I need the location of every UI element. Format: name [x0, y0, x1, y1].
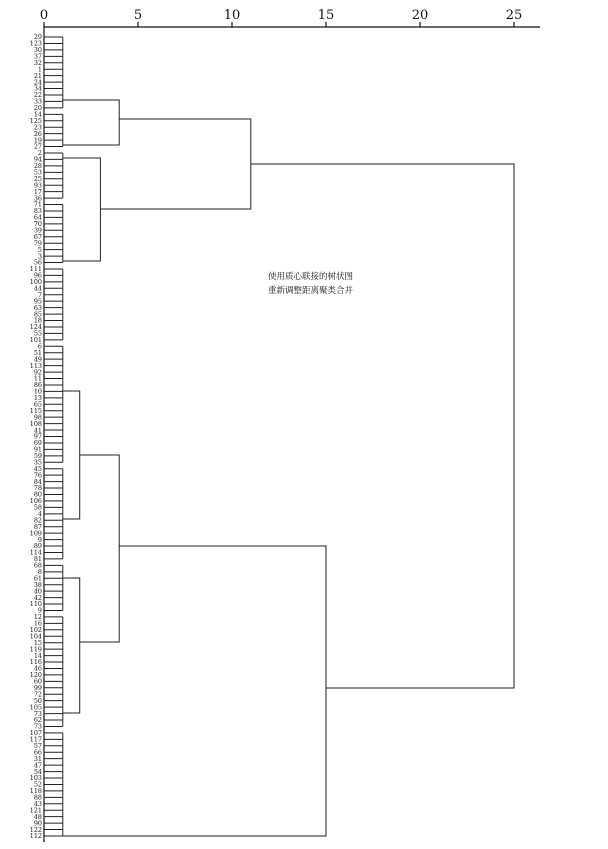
leaf-label-121: 48	[33, 812, 42, 821]
leaf-label-104: 105	[29, 703, 42, 712]
leaf-label-53: 11	[33, 374, 42, 383]
leaf-label-6: 21	[33, 71, 42, 80]
leaf-label-86: 40	[33, 587, 42, 596]
leaf-label-54: 86	[33, 381, 42, 390]
leaf-label-55: 10	[33, 387, 42, 396]
leaf-label-105: 73	[33, 709, 42, 718]
x-tick-label-5: 5	[133, 8, 143, 23]
leaf-label-83: 8	[37, 568, 42, 577]
leaf-label-98: 46	[33, 664, 42, 673]
leaf-label-40: 7	[37, 290, 42, 299]
leaf-label-13: 125	[29, 116, 42, 125]
leaf-label-63: 69	[33, 439, 42, 448]
leaf-label-17: 27	[33, 142, 42, 151]
leaf-label-71: 80	[33, 490, 42, 499]
leaf-label-25: 36	[33, 194, 42, 203]
leaf-label-39: 44	[33, 284, 42, 293]
leaf-label-5: 1	[37, 65, 42, 74]
leaf-label-97: 116	[29, 658, 42, 667]
merge-E	[63, 158, 101, 261]
leaf-label-65: 59	[33, 452, 42, 461]
leaf-label-116: 52	[33, 780, 42, 789]
leaf-label-95: 119	[29, 645, 42, 654]
leaf-label-124: 112	[29, 832, 42, 841]
leaf-label-41: 95	[33, 297, 42, 306]
leaf-label-114: 54	[33, 767, 42, 776]
leaf-label-123: 122	[29, 825, 42, 834]
leaf-label-22: 25	[33, 174, 42, 183]
leaf-label-33: 5	[37, 245, 42, 254]
leaf-label-28: 64	[33, 213, 42, 222]
leaf-label-108: 107	[29, 729, 42, 738]
leaf-label-80: 114	[29, 548, 42, 557]
leaf-label-11: 20	[33, 104, 42, 113]
leaf-label-51: 113	[29, 361, 42, 370]
x-tick-label-15: 15	[317, 8, 335, 23]
leaf-label-77: 109	[29, 529, 42, 538]
dendrogram-links	[44, 37, 514, 836]
leaf-label-110: 57	[33, 741, 42, 750]
leaf-label-102: 72	[33, 690, 42, 699]
annotation-line-1: 使用质心联接的树状图	[268, 272, 354, 282]
leaf-label-69: 84	[33, 477, 42, 486]
x-tick-label-10: 10	[223, 8, 241, 23]
leaf-label-113: 47	[33, 761, 42, 770]
leaf-label-99: 120	[29, 671, 42, 680]
leaf-label-91: 16	[33, 619, 42, 628]
leaf-label-73: 58	[33, 503, 42, 512]
leaf-label-38: 100	[29, 278, 42, 287]
leaf-label-107: 73	[33, 722, 42, 731]
x-tick-label-25: 25	[505, 8, 523, 23]
annotation-line-2: 重新调整距离聚类合并	[268, 286, 354, 296]
leaf-label-122: 90	[33, 819, 42, 828]
leaf-label-42: 63	[33, 303, 42, 312]
merge-H	[63, 391, 80, 519]
leaf-label-47: 101	[29, 336, 42, 345]
leaf-label-50: 49	[33, 355, 42, 364]
leaf-label-79: 89	[33, 542, 42, 551]
leaf-label-90: 12	[33, 613, 42, 622]
leaf-label-89: 9	[37, 606, 42, 615]
leaf-label-93: 104	[29, 632, 42, 641]
leaf-label-60: 108	[29, 419, 42, 428]
leaf-labels	[30, 33, 42, 840]
leaf-label-87: 42	[33, 593, 42, 602]
leaf-label-120: 121	[29, 806, 42, 815]
leaf-label-18: 2	[37, 149, 42, 158]
leaf-label-20: 28	[33, 162, 42, 171]
merge-K	[63, 546, 326, 836]
leaf-label-36: 111	[29, 265, 42, 274]
leaf-label-21: 53	[33, 168, 42, 177]
leaf-label-62: 97	[33, 432, 42, 441]
leaf-label-48: 6	[37, 342, 42, 351]
leaf-label-67: 45	[33, 464, 42, 473]
leaf-label-96: 14	[33, 651, 42, 660]
leaf-label-27: 83	[33, 207, 42, 216]
leaf-label-117: 118	[29, 787, 42, 796]
leaf-label-59: 98	[33, 413, 42, 422]
leaf-label-1: 123	[29, 39, 42, 48]
leaf-label-3: 37	[33, 52, 42, 61]
leaf-label-119: 43	[33, 799, 42, 808]
leaf-label-101: 99	[33, 683, 42, 692]
leaf-label-74: 4	[37, 510, 42, 519]
leaf-label-37: 96	[33, 271, 42, 280]
leaf-label-9: 22	[33, 91, 42, 100]
leaf-label-44: 18	[33, 316, 42, 325]
leaf-label-0: 29	[33, 33, 42, 42]
leaf-label-19: 94	[33, 155, 42, 164]
leaf-label-100: 60	[33, 677, 42, 686]
leaf-label-26: 71	[33, 200, 42, 209]
leaf-label-30: 39	[33, 226, 42, 235]
x-tick-label-0: 0	[39, 8, 49, 23]
leaf-label-70: 78	[33, 484, 42, 493]
leaf-label-81: 81	[33, 555, 42, 564]
leaf-label-46: 55	[33, 329, 42, 338]
leaf-label-92: 102	[29, 626, 42, 635]
leaf-label-94: 15	[33, 638, 42, 647]
leaf-label-4: 32	[33, 58, 42, 67]
leaf-label-12: 14	[33, 110, 42, 119]
leaf-label-2: 30	[33, 46, 42, 55]
leaf-label-7: 24	[33, 78, 42, 87]
leaf-label-29: 70	[33, 220, 42, 229]
leaf-label-14: 23	[33, 123, 42, 132]
leaf-label-23: 93	[33, 181, 42, 190]
leaf-label-68: 76	[33, 471, 42, 480]
merge-L	[251, 164, 514, 688]
leaf-label-76: 87	[33, 522, 42, 531]
leaf-label-82: 68	[33, 561, 42, 570]
leaf-label-61: 41	[33, 426, 42, 435]
leaf-label-31: 67	[33, 232, 42, 241]
x-tick-label-20: 20	[411, 8, 429, 23]
leaf-label-88: 110	[29, 600, 42, 609]
leaf-label-45: 124	[29, 323, 42, 332]
leaf-label-78: 9	[37, 535, 42, 544]
leaf-label-115: 103	[29, 774, 42, 783]
leaf-label-106: 62	[33, 716, 42, 725]
leaf-label-52: 92	[33, 368, 42, 377]
leaf-label-35: 56	[33, 258, 42, 267]
leaf-label-10: 33	[33, 97, 42, 106]
leaf-label-43: 85	[33, 310, 42, 319]
leaf-label-103: 50	[33, 696, 42, 705]
leaf-label-118: 88	[33, 793, 42, 802]
leaf-label-66: 35	[33, 458, 42, 467]
leaf-label-85: 38	[33, 580, 42, 589]
leaf-label-8: 34	[33, 84, 42, 93]
leaf-label-34: 3	[37, 252, 42, 261]
merge-I	[63, 578, 80, 713]
leaf-label-84: 61	[33, 574, 42, 583]
leaf-label-57: 65	[33, 400, 42, 409]
leaf-label-112: 31	[33, 754, 42, 763]
leaf-label-32: 79	[33, 239, 42, 248]
leaf-label-109: 117	[29, 735, 42, 744]
leaf-label-58: 115	[29, 406, 42, 415]
leaf-label-56: 13	[33, 394, 42, 403]
leaf-label-72: 106	[29, 497, 42, 506]
merge-F	[100, 119, 250, 209]
annotation	[268, 271, 354, 296]
merge-D	[63, 100, 119, 145]
leaf-label-75: 82	[33, 516, 42, 525]
leaf-label-24: 17	[33, 187, 42, 196]
leaf-label-64: 91	[33, 445, 42, 454]
leaf-label-49: 51	[33, 348, 42, 357]
leaf-label-16: 19	[33, 136, 42, 145]
leaf-label-15: 26	[33, 129, 42, 138]
leaf-label-111: 66	[33, 748, 42, 757]
merge-J	[80, 455, 119, 642]
